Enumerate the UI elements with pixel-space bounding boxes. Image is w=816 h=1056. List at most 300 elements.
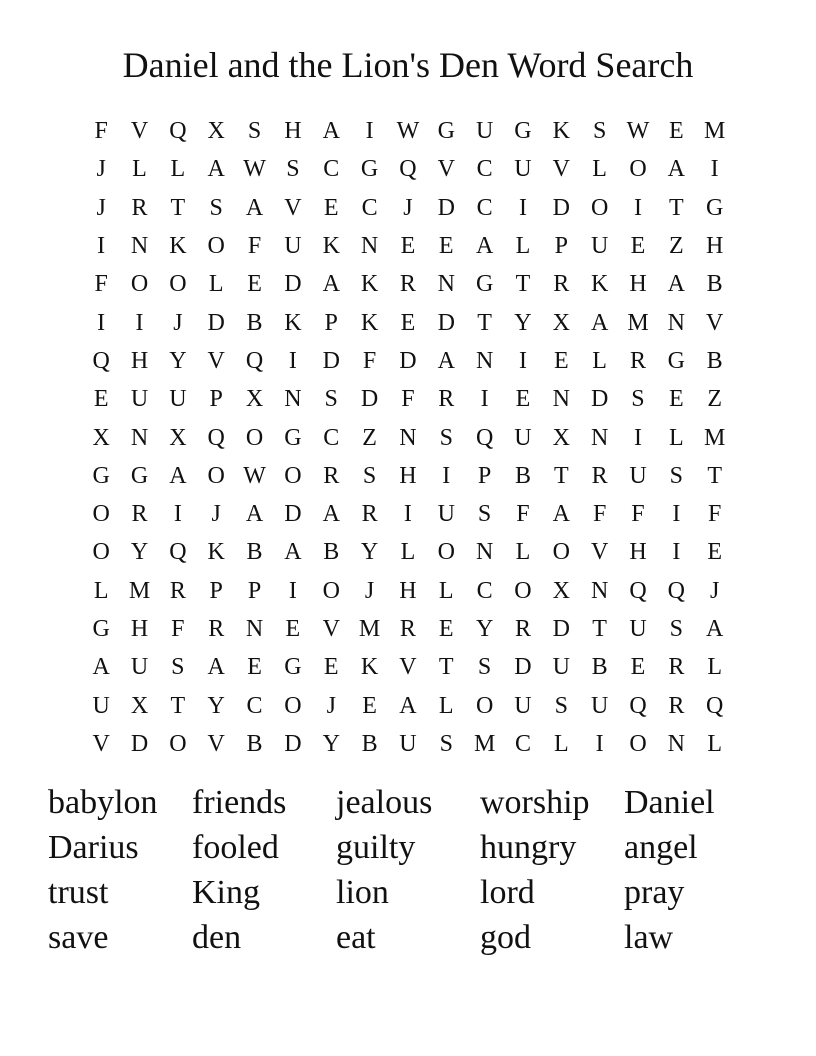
grid-letter: U xyxy=(130,654,149,681)
grid-letter: T xyxy=(592,616,607,642)
grid-row xyxy=(82,265,734,303)
grid-letter: V xyxy=(130,118,149,145)
grid-letter: O xyxy=(207,233,225,260)
grid-letter: O xyxy=(92,501,110,528)
word-bank-item: King xyxy=(192,874,260,911)
grid-letter: A xyxy=(169,462,187,489)
grid-letter: R xyxy=(553,271,570,298)
grid-letter: Y xyxy=(475,616,494,642)
grid-letter: F xyxy=(247,233,262,260)
grid-letter: S xyxy=(669,462,683,489)
grid-letter: E xyxy=(438,233,454,260)
grid-letter: Z xyxy=(668,233,684,260)
grid-letter: O xyxy=(514,577,532,604)
grid-letter: H xyxy=(130,347,149,374)
grid-letter: A xyxy=(284,539,302,566)
grid-letter: T xyxy=(438,654,454,681)
word-bank-item: lord xyxy=(480,874,535,911)
grid-letter: C xyxy=(361,194,378,221)
grid-letter: E xyxy=(668,118,684,145)
grid-letter: A xyxy=(245,194,264,221)
grid-letter: A xyxy=(322,501,340,528)
grid-letter: I xyxy=(135,309,144,336)
grid-letter: B xyxy=(706,347,723,374)
grid-letter: N xyxy=(590,424,609,451)
grid-letter: E xyxy=(707,539,722,566)
grid-letter: E xyxy=(362,692,377,719)
grid-letter: U xyxy=(437,501,455,528)
grid-letter: A xyxy=(399,692,417,719)
grid-letter: J xyxy=(173,309,183,336)
grid-letter: F xyxy=(171,616,185,642)
grid-letter: D xyxy=(590,386,609,413)
grid-letter: P xyxy=(324,309,338,336)
grid-letter: L xyxy=(438,577,454,604)
grid-letter: N xyxy=(667,730,685,757)
grid-letter: E xyxy=(247,271,262,298)
grid-letter: N xyxy=(130,233,149,260)
grid-letter: N xyxy=(130,424,149,451)
grid-letter: U xyxy=(590,692,609,719)
grid-letter: V xyxy=(92,730,110,757)
grid-letter: B xyxy=(323,539,340,566)
grid-letter: K xyxy=(360,309,379,336)
grid-letter: E xyxy=(285,616,301,642)
grid-row xyxy=(82,533,734,571)
grid-letter: S xyxy=(554,692,568,719)
grid-letter: O xyxy=(629,730,647,757)
grid-letter: R xyxy=(438,386,455,413)
grid-letter: R xyxy=(514,616,531,642)
grid-letter: R xyxy=(591,462,608,489)
grid-letter: A xyxy=(207,156,225,183)
grid-letter: Y xyxy=(322,730,340,757)
grid-letter: E xyxy=(247,654,262,681)
grid-letter: I xyxy=(365,118,374,145)
grid-row xyxy=(82,380,734,418)
grid-letter: N xyxy=(360,233,379,260)
grid-row xyxy=(82,495,734,533)
grid-letter: X xyxy=(207,118,225,145)
grid-letter: V xyxy=(399,654,417,681)
grid-letter: A xyxy=(552,501,570,528)
word-bank-item: eat xyxy=(336,919,376,956)
grid-letter: D xyxy=(552,616,570,642)
grid-letter: Q xyxy=(169,118,187,145)
grid-letter: I xyxy=(633,424,642,451)
grid-row xyxy=(82,303,734,341)
grid-letter: N xyxy=(245,616,264,642)
grid-letter: R xyxy=(629,347,646,374)
grid-letter: G xyxy=(284,424,302,451)
grid-letter: A xyxy=(437,347,455,374)
grid-letter: C xyxy=(514,730,531,757)
grid-letter: A xyxy=(706,616,724,642)
grid-letter: K xyxy=(360,654,379,681)
grid-letter: E xyxy=(323,194,339,221)
grid-letter: K xyxy=(590,271,609,298)
grid-letter: H xyxy=(706,233,724,260)
grid-row xyxy=(82,418,734,456)
grid-letter: O xyxy=(169,271,187,298)
grid-letter: I xyxy=(403,501,412,528)
grid-letter: T xyxy=(477,309,492,336)
grid-letter: N xyxy=(399,424,417,451)
grid-letter: Q xyxy=(92,347,110,374)
grid-letter: N xyxy=(667,309,685,336)
grid-letter: N xyxy=(284,386,302,413)
grid-letter: U xyxy=(475,118,494,145)
grid-letter: M xyxy=(473,730,496,757)
grid-letter: A xyxy=(92,654,110,681)
grid-letter: D xyxy=(552,194,570,221)
grid-letter: U xyxy=(399,730,417,757)
grid-letter: C xyxy=(476,156,493,183)
grid-letter: E xyxy=(93,386,109,413)
grid-letter: G xyxy=(130,462,149,489)
grid-letter: F xyxy=(631,501,645,528)
grid-letter: R xyxy=(668,692,685,719)
grid-letter: G xyxy=(92,462,110,489)
grid-letter: N xyxy=(552,386,570,413)
grid-letter: K xyxy=(360,271,379,298)
grid-letter: Q xyxy=(207,424,225,451)
grid-letter: S xyxy=(209,194,223,221)
grid-letter: E xyxy=(438,616,454,642)
grid-letter: X xyxy=(169,424,187,451)
grid-letter: I xyxy=(518,194,527,221)
word-bank-item: guilty xyxy=(336,829,416,866)
grid-letter: C xyxy=(323,424,340,451)
grid-letter: J xyxy=(96,156,106,183)
grid-letter: Q xyxy=(399,156,417,183)
grid-letter: J xyxy=(710,577,720,604)
grid-letter: D xyxy=(284,271,302,298)
grid-letter: B xyxy=(361,730,378,757)
grid-row xyxy=(82,112,734,150)
grid-letter: E xyxy=(630,654,646,681)
word-bank-item: god xyxy=(480,919,531,956)
grid-letter: O xyxy=(590,194,609,221)
grid-letter: L xyxy=(438,692,454,719)
grid-letter: K xyxy=(322,233,340,260)
grid-letter: L xyxy=(592,156,607,183)
grid-letter: N xyxy=(475,539,494,566)
grid-letter: L xyxy=(400,539,416,566)
grid-letter: Y xyxy=(130,539,149,566)
grid-letter: V xyxy=(322,616,340,642)
grid-letter: V xyxy=(207,347,225,374)
word-bank-item: babylon xyxy=(48,784,158,821)
grid-letter: I xyxy=(672,501,681,528)
grid-letter: X xyxy=(552,424,570,451)
grid-letter: R xyxy=(668,654,685,681)
grid-letter: O xyxy=(245,424,264,451)
grid-letter: W xyxy=(243,462,266,489)
grid-letter: X xyxy=(92,424,110,451)
grid-letter: G xyxy=(475,271,494,298)
grid-letter: G xyxy=(667,347,685,374)
word-bank-item: hungry xyxy=(480,829,577,866)
grid-letter: M xyxy=(627,309,649,336)
grid-letter: S xyxy=(631,386,645,413)
grid-row xyxy=(82,150,734,188)
grid-letter: O xyxy=(322,577,340,604)
grid-letter: G xyxy=(437,118,455,145)
word-bank-item: trust xyxy=(48,874,109,911)
grid-letter: U xyxy=(130,386,149,413)
grid-letter: A xyxy=(667,156,685,183)
grid-letter: G xyxy=(92,616,110,642)
grid-letter: T xyxy=(553,462,569,489)
grid-letter: K xyxy=(284,309,302,336)
grid-letter: E xyxy=(553,347,569,374)
word-bank-item: angel xyxy=(624,829,698,866)
word-row xyxy=(48,870,778,915)
grid-letter: N xyxy=(475,347,494,374)
grid-letter: C xyxy=(246,692,263,719)
grid-letter: R xyxy=(399,616,416,642)
grid-letter: V xyxy=(590,539,609,566)
word-bank-item: fooled xyxy=(192,829,279,866)
grid-letter: C xyxy=(323,156,340,183)
grid-letter: S xyxy=(439,424,453,451)
grid-letter: R xyxy=(208,616,225,642)
grid-letter: Q xyxy=(706,692,724,719)
grid-letter: C xyxy=(476,577,493,604)
grid-letter: J xyxy=(403,194,413,221)
grid-letter: R xyxy=(131,501,148,528)
grid-letter: W xyxy=(626,118,650,145)
grid-letter: N xyxy=(590,577,609,604)
grid-letter: W xyxy=(243,156,266,183)
grid-letter: D xyxy=(284,730,302,757)
grid-letter: O xyxy=(475,692,494,719)
grid-letter: U xyxy=(514,692,532,719)
grid-row xyxy=(82,572,734,610)
grid-letter: D xyxy=(399,347,417,374)
grid-letter: Q xyxy=(245,347,264,374)
grid-letter: F xyxy=(94,271,108,298)
grid-row xyxy=(82,227,734,265)
grid-letter: D xyxy=(437,194,455,221)
grid-letter: B xyxy=(246,309,263,336)
grid-row xyxy=(82,686,734,724)
grid-letter: U xyxy=(284,233,302,260)
grid-letter: O xyxy=(552,539,570,566)
grid-letter: Q xyxy=(667,577,685,604)
grid-letter: Z xyxy=(707,386,722,413)
grid-letter: Q xyxy=(475,424,494,451)
grid-letter: L xyxy=(208,271,224,298)
grid-letter: U xyxy=(514,424,532,451)
grid-letter: S xyxy=(247,118,262,145)
grid-letter: I xyxy=(442,462,451,489)
grid-letter: F xyxy=(401,386,415,413)
grid-row xyxy=(82,610,734,648)
grid-letter: V xyxy=(552,156,570,183)
grid-letter: O xyxy=(169,730,187,757)
grid-letter: C xyxy=(476,194,493,221)
grid-letter: U xyxy=(629,616,647,642)
grid-letter: F xyxy=(94,118,108,145)
grid-letter: S xyxy=(324,386,338,413)
grid-letter: G xyxy=(514,118,532,145)
grid-letter: I xyxy=(288,347,297,374)
grid-letter: V xyxy=(437,156,455,183)
grid-letter: L xyxy=(553,730,569,757)
grid-letter: T xyxy=(707,462,722,489)
grid-letter: O xyxy=(207,462,225,489)
grid-letter: T xyxy=(668,194,684,221)
grid-letter: B xyxy=(706,271,723,298)
grid-letter: K xyxy=(207,539,225,566)
grid-letter: I xyxy=(710,156,719,183)
grid-letter: I xyxy=(173,501,182,528)
grid-letter: H xyxy=(399,462,417,489)
grid-letter: H xyxy=(284,118,302,145)
grid-letter: R xyxy=(131,194,148,221)
grid-letter: I xyxy=(633,194,642,221)
grid-letter: H xyxy=(629,271,647,298)
grid-letter: E xyxy=(400,233,416,260)
grid-letter: B xyxy=(246,730,263,757)
grid-letter: J xyxy=(96,194,106,221)
grid-letter: I xyxy=(595,730,604,757)
grid-letter: M xyxy=(704,424,726,451)
grid-letter: A xyxy=(475,233,494,260)
grid-letter: O xyxy=(284,692,302,719)
grid-letter: K xyxy=(552,118,570,145)
grid-row xyxy=(82,725,734,763)
grid-letter: L xyxy=(515,539,531,566)
word-bank-item: pray xyxy=(624,874,685,911)
grid-letter: G xyxy=(284,654,302,681)
grid-letter: Y xyxy=(514,309,532,336)
grid-letter: P xyxy=(554,233,568,260)
grid-letter: E xyxy=(400,309,416,336)
grid-letter: J xyxy=(211,501,221,528)
grid-letter: D xyxy=(130,730,149,757)
grid-letter: F xyxy=(707,501,722,528)
grid-row xyxy=(82,457,734,495)
word-row xyxy=(48,915,778,960)
grid-letter: G xyxy=(360,156,379,183)
grid-letter: P xyxy=(477,462,492,489)
word-bank-item: law xyxy=(624,919,674,956)
word-row xyxy=(48,825,778,870)
grid-letter: P xyxy=(209,386,223,413)
grid-letter: V xyxy=(706,309,724,336)
grid-letter: T xyxy=(170,194,186,221)
grid-letter: D xyxy=(322,347,340,374)
grid-letter: Q xyxy=(629,577,647,604)
grid-letter: L xyxy=(592,347,607,374)
grid-letter: D xyxy=(284,501,302,528)
grid-letter: L xyxy=(93,577,109,604)
grid-letter: F xyxy=(592,501,607,528)
grid-letter: L xyxy=(132,156,147,183)
grid-letter: P xyxy=(209,577,223,604)
word-bank-item: lion xyxy=(336,874,389,911)
grid-letter: L xyxy=(668,424,684,451)
grid-letter: M xyxy=(704,118,726,145)
grid-letter: H xyxy=(399,577,417,604)
grid-letter: T xyxy=(515,271,531,298)
grid-letter: U xyxy=(169,386,187,413)
grid-letter: B xyxy=(591,654,608,681)
grid-letter: L xyxy=(707,730,722,757)
grid-letter: A xyxy=(322,118,340,145)
grid-letter: X xyxy=(552,577,570,604)
grid-letter: E xyxy=(668,386,684,413)
grid-letter: H xyxy=(629,539,647,566)
grid-letter: L xyxy=(707,654,722,681)
grid-letter: L xyxy=(170,156,186,183)
grid-letter: O xyxy=(629,156,647,183)
grid-letter: S xyxy=(439,730,453,757)
grid-letter: E xyxy=(323,654,339,681)
grid-letter: G xyxy=(706,194,724,221)
grid-letter: R xyxy=(361,501,378,528)
grid-letter: J xyxy=(364,577,375,604)
grid-letter: O xyxy=(284,462,302,489)
grid-letter: O xyxy=(130,271,149,298)
word-bank-item: worship xyxy=(480,784,590,821)
grid-letter: B xyxy=(246,539,263,566)
grid-letter: R xyxy=(399,271,416,298)
grid-letter: R xyxy=(323,462,340,489)
grid-letter: F xyxy=(362,347,377,374)
grid-letter: U xyxy=(514,156,532,183)
grid-letter: E xyxy=(515,386,531,413)
grid-letter: N xyxy=(437,271,455,298)
grid-row xyxy=(82,342,734,380)
grid-letter: A xyxy=(245,501,264,528)
grid-letter: M xyxy=(358,616,381,642)
grid-letter: S xyxy=(477,501,492,528)
grid-letter: V xyxy=(207,730,225,757)
grid-letter: S xyxy=(592,118,607,145)
grid-letter: U xyxy=(629,462,647,489)
grid-letter: L xyxy=(515,233,531,260)
grid-letter: K xyxy=(169,233,187,260)
grid-letter: I xyxy=(672,539,681,566)
grid-letter: Y xyxy=(207,692,225,719)
grid-letter: J xyxy=(326,692,336,719)
grid-letter: D xyxy=(207,309,225,336)
grid-letter: A xyxy=(590,309,609,336)
grid-letter: E xyxy=(630,233,646,260)
word-bank-item: save xyxy=(48,919,109,956)
grid-letter: U xyxy=(552,654,570,681)
grid-letter: Y xyxy=(169,347,187,374)
grid-letter: S xyxy=(286,156,300,183)
grid-letter: I xyxy=(97,309,106,336)
word-bank-item: friends xyxy=(192,784,287,821)
grid-letter: S xyxy=(171,654,185,681)
grid-row xyxy=(82,648,734,686)
page-title: Daniel and the Lion's Den Word Search xyxy=(122,45,694,85)
grid-letter: R xyxy=(169,577,186,604)
grid-letter: X xyxy=(552,309,570,336)
grid-letter: Q xyxy=(629,692,647,719)
grid-letter: S xyxy=(362,462,377,489)
grid-letter: Z xyxy=(362,424,377,451)
grid-letter: D xyxy=(360,386,379,413)
grid-letter: F xyxy=(516,501,530,528)
grid-letter: M xyxy=(128,577,151,604)
